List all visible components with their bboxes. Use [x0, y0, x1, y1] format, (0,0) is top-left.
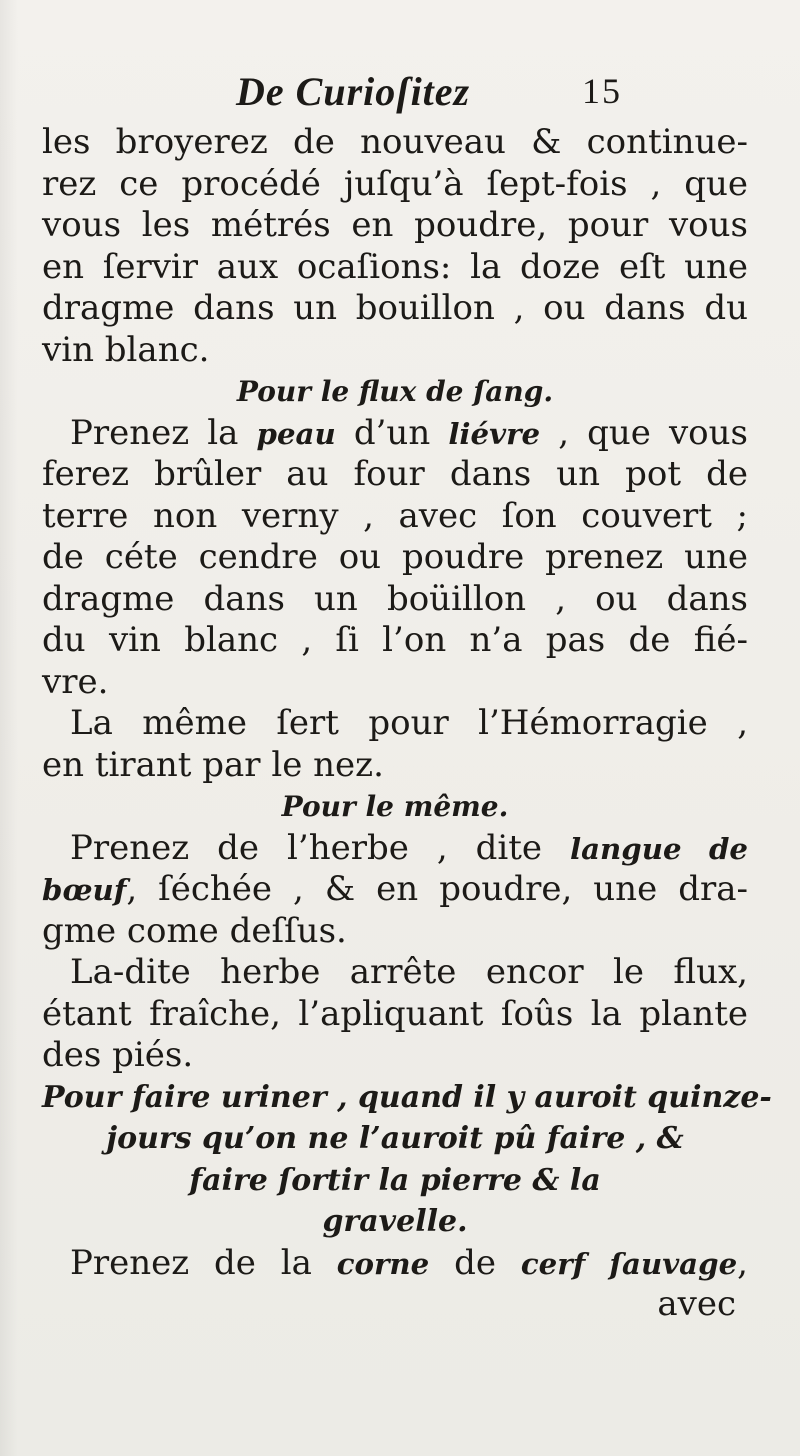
text-line: vre.: [42, 661, 109, 702]
text-line: terre non verny , avec ſon couvert ;: [42, 495, 748, 536]
text-run: , ſéchée , & en poudre, une dra-: [126, 869, 748, 909]
text-run: ,: [737, 1242, 748, 1283]
text-line: dragme dans un bouillon , ou dans du: [42, 288, 748, 328]
text-line: vin blanc.: [42, 329, 210, 370]
italic-term: peau: [256, 416, 336, 451]
text-line: les broyerez de nouveau & continue-: [42, 122, 748, 162]
text-line: ferez brûler au four dans un pot de: [42, 454, 748, 494]
page-number: 15: [582, 71, 622, 111]
text-line: [42, 869, 748, 911]
text-run: Prenez de la: [70, 1242, 337, 1283]
italic-term: corne: [336, 1246, 430, 1281]
text-line: en ſervir aux ocaſions: la doze eſt une: [42, 246, 748, 287]
italic-term: bœuf: [42, 873, 127, 907]
text-line: La même ſert pour l’Hémorragie ,: [70, 703, 748, 743]
recipe-heading: gravelle.: [322, 1204, 468, 1239]
text-line: [42, 413, 748, 455]
text-run: , que vous: [540, 412, 748, 453]
text-line: [42, 1243, 748, 1285]
text-line: étant fraîche, l’apliquant ſoûs la plante: [42, 993, 748, 1034]
italic-term: cerf ſauvage: [520, 1246, 738, 1281]
recipe-heading: jours qu’on ne l’auroit pû faire , &: [106, 1121, 684, 1156]
text-line: [42, 828, 748, 870]
body-text: [42, 122, 772, 1326]
italic-term: liévre: [448, 416, 541, 451]
text-line: vous les métrés en poudre, pour vous: [42, 205, 748, 245]
text-line: La-dite herbe arrête encor le flux,: [70, 952, 748, 992]
running-head: [0, 68, 800, 118]
recipe-heading: faire ſortir la pierre & la: [189, 1162, 601, 1198]
text-line: de céte cendre ou poudre prenez une: [42, 537, 748, 577]
recipe-heading: Pour le même.: [281, 790, 509, 823]
catchword: avec: [657, 1284, 736, 1324]
text-line: du vin blanc , ſi l’on n’a pas de fié-: [42, 620, 748, 660]
text-run: de: [429, 1242, 521, 1283]
recipe-heading: Pour faire uriner , quand il y auroit quinze-: [42, 1079, 772, 1115]
text-line: dragme dans un boüillon , ou dans: [42, 578, 748, 619]
recipe-heading: Pour le flux de ſang.: [236, 375, 554, 408]
italic-term: langue de: [570, 831, 748, 866]
text-line: des piés.: [42, 1035, 194, 1075]
text-run: Prenez la: [70, 412, 257, 453]
running-title: De Curioſitez: [236, 69, 471, 114]
text-line: gme come deſſus.: [42, 910, 347, 951]
text-line: rez ce procédé juſqu’à ſept-fois , que: [42, 163, 748, 204]
text-run: Prenez de l’herbe , dite: [70, 827, 570, 868]
text-run: d’un: [335, 412, 449, 453]
text-line: en tirant par le nez.: [42, 744, 384, 785]
